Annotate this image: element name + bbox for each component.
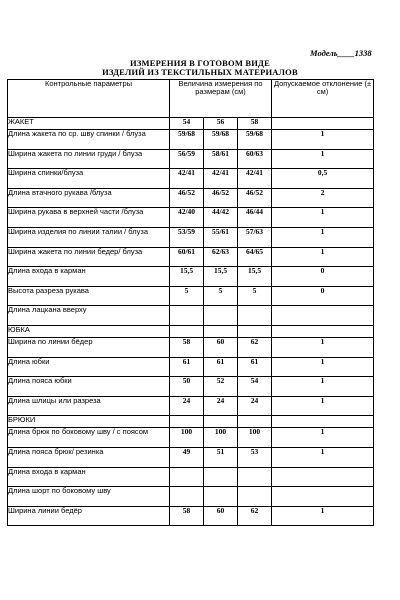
table-row: [8, 267, 374, 287]
size-value: 42/41: [204, 169, 238, 189]
size-header: 56: [204, 118, 238, 130]
section-row: [8, 325, 374, 337]
empty-cell: [204, 416, 238, 428]
size-value: 60: [204, 337, 238, 357]
measurements-table: [7, 79, 374, 526]
parameter-label: Ширина спинки/блуза: [8, 169, 170, 189]
tolerance-value: 1: [272, 337, 374, 357]
size-value: [238, 306, 272, 326]
size-value: 42/40: [170, 208, 204, 228]
size-value: 24: [238, 396, 272, 416]
size-value: 60/61: [170, 247, 204, 267]
parameter-label: Ширина изделия по линии талии / блуза: [8, 227, 170, 247]
size-value: 100: [238, 428, 272, 448]
table-row: [8, 306, 374, 326]
table-row: [8, 506, 374, 526]
size-value: [170, 467, 204, 487]
size-value: 100: [170, 428, 204, 448]
size-value: 46/52: [238, 188, 272, 208]
table-row: [8, 227, 374, 247]
tolerance-value: 1: [272, 247, 374, 267]
empty-cell: [238, 416, 272, 428]
table-row: [8, 467, 374, 487]
size-value: [204, 467, 238, 487]
size-value: 15,5: [238, 267, 272, 287]
size-value: 58: [170, 506, 204, 526]
size-header: 58: [238, 118, 272, 130]
size-value: 24: [204, 396, 238, 416]
parameter-label: Ширина линии бедёр: [8, 506, 170, 526]
size-value: 49: [170, 447, 204, 467]
empty-cell: [170, 416, 204, 428]
section-name: ЮБКА: [8, 325, 170, 337]
size-value: 59/68: [170, 130, 204, 150]
size-value: 58: [170, 337, 204, 357]
size-value: [170, 306, 204, 326]
size-value: 44/42: [204, 208, 238, 228]
size-value: 61: [204, 357, 238, 377]
tolerance-value: 1: [272, 149, 374, 169]
parameter-label: Длина шлицы или разреза: [8, 396, 170, 416]
parameter-label: Длина шорт по боковому шву: [8, 487, 170, 507]
size-value: 59/68: [204, 130, 238, 150]
tolerance-value: 2: [272, 188, 374, 208]
model-label: Модель____1338: [310, 48, 372, 58]
size-value: 53: [238, 447, 272, 467]
size-value: 62/63: [204, 247, 238, 267]
document-title-line-2: ИЗДЕЛИЙ ИЗ ТЕКСТИЛЬНЫХ МАТЕРИАЛОВ: [102, 67, 298, 77]
tolerance-value: 0: [272, 267, 374, 287]
size-value: 15,5: [204, 267, 238, 287]
tolerance-value: [272, 467, 374, 487]
header-row: [8, 80, 374, 118]
size-value: 5: [170, 286, 204, 306]
parameter-label: Длина пояса юбки: [8, 377, 170, 397]
size-value: [204, 487, 238, 507]
table-row: [8, 357, 374, 377]
parameter-label: Длина жакета по ср. шву спинки / блуза: [8, 130, 170, 150]
table-row: [8, 247, 374, 267]
parameter-label: Длина входа в карман: [8, 267, 170, 287]
size-value: [170, 487, 204, 507]
tolerance-value: 0,5: [272, 169, 374, 189]
size-value: 54: [238, 377, 272, 397]
size-value: 46/44: [238, 208, 272, 228]
table-row: [8, 188, 374, 208]
section-name: БРЮКИ: [8, 416, 170, 428]
size-value: 46/52: [204, 188, 238, 208]
tolerance-value: [272, 306, 374, 326]
size-value: 55/61: [204, 227, 238, 247]
parameter-label: Длина втачного рукава /блуза: [8, 188, 170, 208]
parameter-label: Ширина рукава в верхней части /блуза: [8, 208, 170, 228]
parameter-label: Длина лацкана вверху: [8, 306, 170, 326]
size-value: 57/63: [238, 227, 272, 247]
size-value: 61: [238, 357, 272, 377]
empty-cell: [272, 325, 374, 337]
empty-cell: [272, 118, 374, 130]
header-tolerance: Допускаемое отклонение (± см): [272, 80, 374, 118]
table-row: [8, 130, 374, 150]
section-row: [8, 416, 374, 428]
size-value: 60/63: [238, 149, 272, 169]
table-row: [8, 428, 374, 448]
parameter-label: Длина брюк по боковому шву / с поясом: [8, 428, 170, 448]
empty-cell: [170, 325, 204, 337]
size-value: 58/61: [204, 149, 238, 169]
empty-cell: [204, 325, 238, 337]
size-value: 5: [238, 286, 272, 306]
tolerance-value: [272, 487, 374, 507]
table-row: [8, 447, 374, 467]
size-value: [238, 487, 272, 507]
size-value: 61: [170, 357, 204, 377]
header-param: Контрольные параметры: [8, 80, 170, 118]
parameter-label: Ширина жакета по линии бедер/ блуза: [8, 247, 170, 267]
table-row: [8, 286, 374, 306]
parameter-label: Длина юбки: [8, 357, 170, 377]
section-row: [8, 118, 374, 130]
size-value: 59/68: [238, 130, 272, 150]
size-value: 62: [238, 337, 272, 357]
empty-cell: [238, 325, 272, 337]
tolerance-value: 1: [272, 357, 374, 377]
size-value: 50: [170, 377, 204, 397]
tolerance-value: 1: [272, 130, 374, 150]
tolerance-value: 1: [272, 227, 374, 247]
tolerance-value: 1: [272, 208, 374, 228]
header-sizes: Величина измерения по размерам (см): [170, 80, 272, 118]
tolerance-value: 0: [272, 286, 374, 306]
tolerance-value: 1: [272, 447, 374, 467]
table-row: [8, 337, 374, 357]
table-row: [8, 208, 374, 228]
document-title-line-1: ИЗМЕРЕНИЯ В ГОТОВОМ ВИДЕ: [130, 58, 270, 68]
size-value: 15,5: [170, 267, 204, 287]
size-value: 42/41: [238, 169, 272, 189]
parameter-label: Ширина по линии бёдер: [8, 337, 170, 357]
table-row: [8, 487, 374, 507]
tolerance-value: 1: [272, 506, 374, 526]
tolerance-value: 1: [272, 377, 374, 397]
size-value: 51: [204, 447, 238, 467]
size-value: 53/59: [170, 227, 204, 247]
size-value: 64/65: [238, 247, 272, 267]
size-value: [238, 467, 272, 487]
parameter-label: Высота разреза рукава: [8, 286, 170, 306]
size-value: 42/41: [170, 169, 204, 189]
size-value: [204, 306, 238, 326]
section-name: ЖАКЕТ: [8, 118, 170, 130]
table-row: [8, 377, 374, 397]
size-value: 46/52: [170, 188, 204, 208]
size-header: 54: [170, 118, 204, 130]
size-value: 62: [238, 506, 272, 526]
tolerance-value: 1: [272, 428, 374, 448]
parameter-label: Длина входа в карман: [8, 467, 170, 487]
parameter-label: Длина пояса брюк/ резинка: [8, 447, 170, 467]
size-value: 56/59: [170, 149, 204, 169]
parameter-label: Ширина жакета по линии груди / блуза: [8, 149, 170, 169]
size-value: 100: [204, 428, 238, 448]
empty-cell: [272, 416, 374, 428]
size-value: 60: [204, 506, 238, 526]
table-row: [8, 169, 374, 189]
table-row: [8, 149, 374, 169]
size-value: 52: [204, 377, 238, 397]
size-value: 5: [204, 286, 238, 306]
tolerance-value: 1: [272, 396, 374, 416]
table-row: [8, 396, 374, 416]
size-value: 24: [170, 396, 204, 416]
